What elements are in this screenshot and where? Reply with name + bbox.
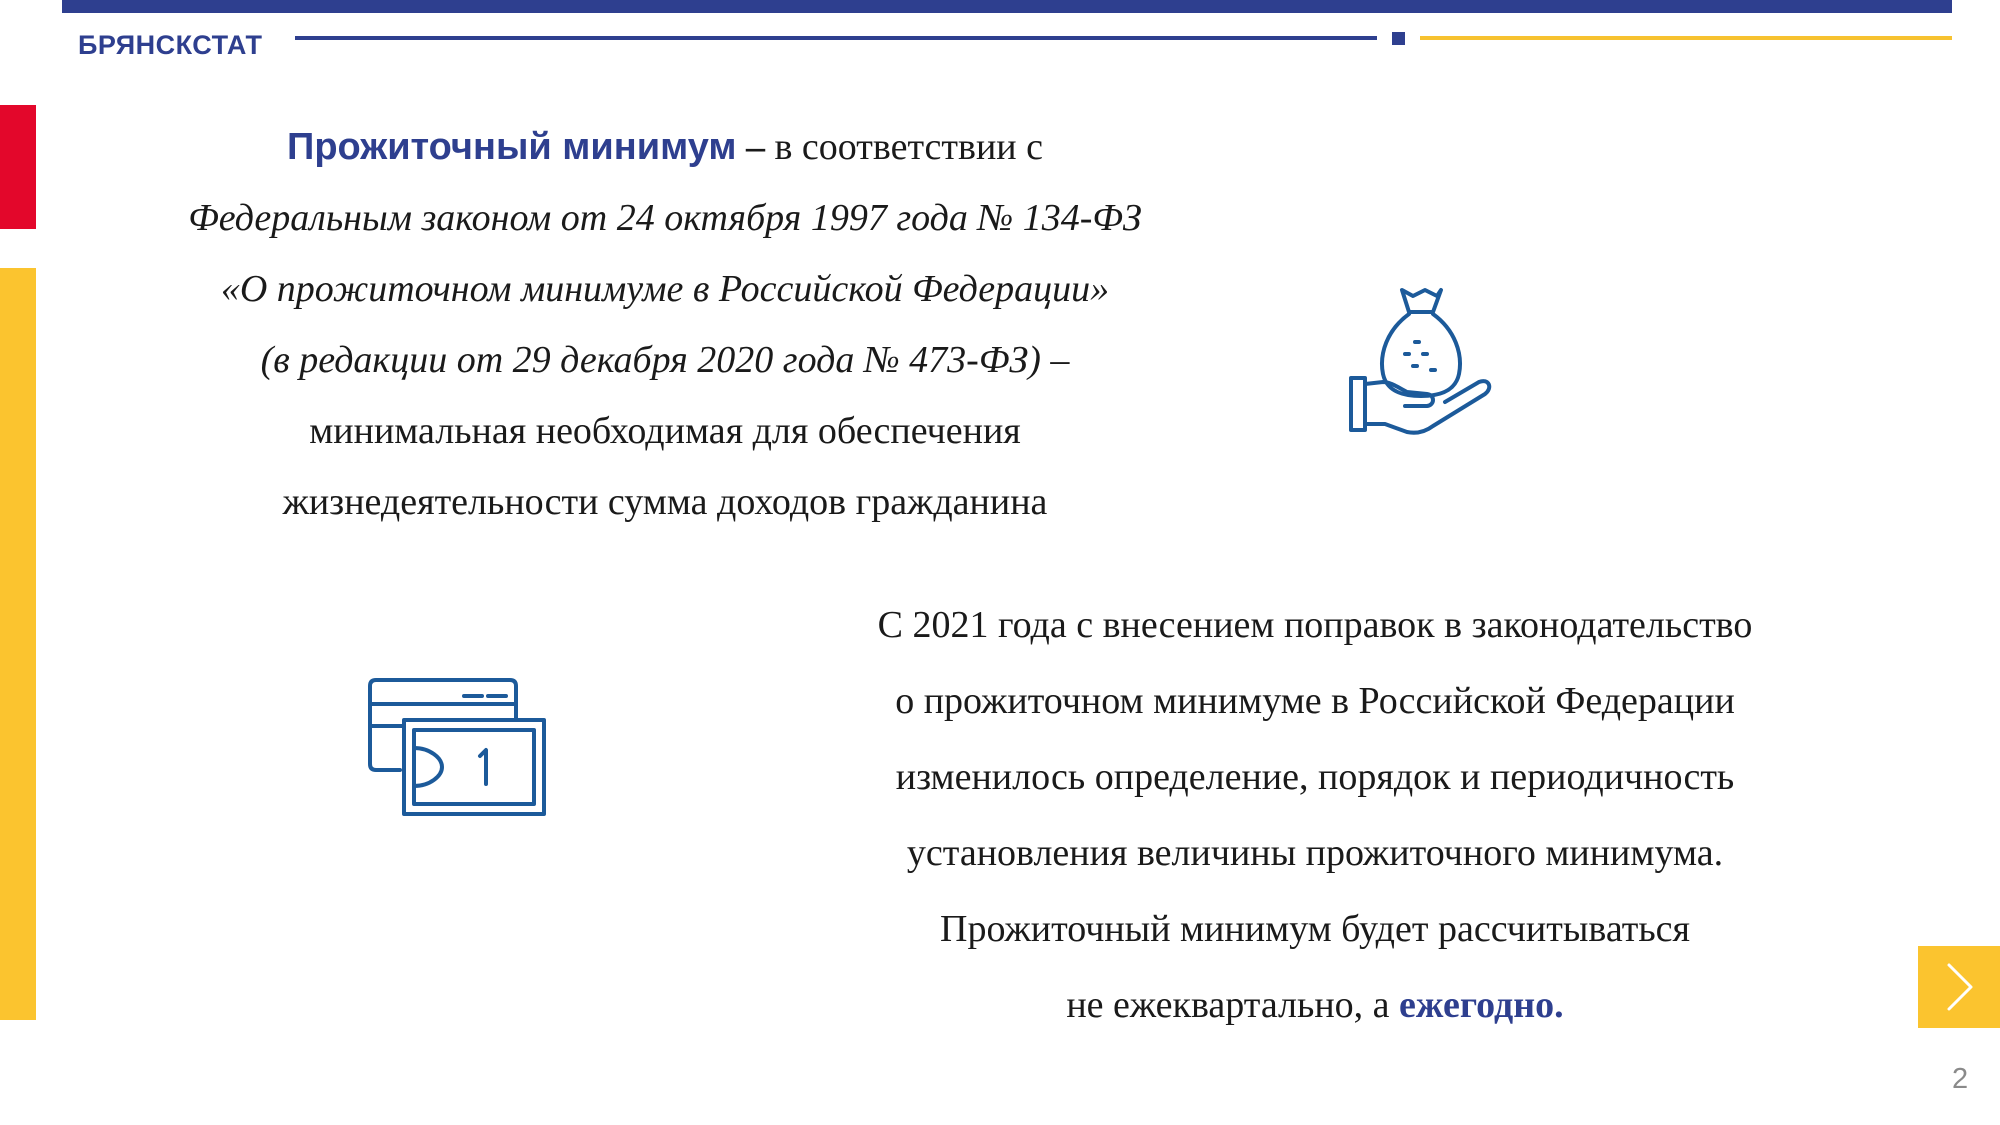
- change-line6-prefix: не ежеквартально, а: [1066, 984, 1400, 1026]
- definition-amendment: (в редакции от 29 декабря 2020 года № 473-ФЗ): [260, 339, 1041, 381]
- change-line-5: Прожиточный минимум будет рассчитываться: [940, 908, 1690, 950]
- definition-line4-dash: –: [1040, 339, 1070, 381]
- change-note-block: [790, 587, 1840, 1043]
- side-accent-red: [0, 105, 36, 229]
- definition-term: Прожиточный минимум: [287, 126, 737, 168]
- chevron-right-icon: [1939, 959, 1979, 1015]
- definition-line1-rest: в соответствии с: [764, 126, 1043, 168]
- definition-line-2: Федеральным законом от 24 октября 1997 года № 134-ФЗ: [188, 197, 1142, 239]
- brand-logo-text: БРЯНСКСТАТ: [78, 30, 263, 60]
- change-line-6: [790, 967, 1840, 1043]
- top-bar: [62, 0, 1952, 13]
- definition-line-6: жизнедеятельности сумма доходов гражданина: [282, 481, 1048, 523]
- card-and-banknote-icon: [368, 678, 548, 823]
- page-number: 2: [1952, 1063, 1969, 1095]
- next-slide-button[interactable]: [1918, 946, 2000, 1028]
- side-accent-yellow: [0, 268, 36, 1020]
- change-line-1: С 2021 года с внесением поправок в законодательство: [877, 604, 1753, 646]
- definition-dash: –: [745, 126, 765, 168]
- definition-line-3: «О прожиточном минимуме в Российской Федерации»: [220, 268, 1110, 310]
- definition-block: [110, 112, 1220, 538]
- change-line6-suffix: .: [1554, 984, 1564, 1026]
- definition-line-5: минимальная необходимая для обеспечения: [309, 410, 1021, 452]
- change-line-3: изменилось определение, порядок и периодичность: [895, 756, 1735, 798]
- change-emphasis: ежегодно: [1399, 984, 1555, 1026]
- header-rule-blue: [295, 36, 1377, 40]
- definition-line-4: [110, 325, 1220, 396]
- header-rule-square: [1392, 32, 1405, 45]
- definition-line-1: [110, 112, 1220, 183]
- change-line-4: установления величины прожиточного минимума.: [906, 832, 1724, 874]
- money-bag-in-hand-icon: [1345, 282, 1495, 457]
- change-line-2: о прожиточном минимуме в Российской Федерации: [895, 680, 1735, 722]
- header-rule-yellow: [1420, 36, 1952, 40]
